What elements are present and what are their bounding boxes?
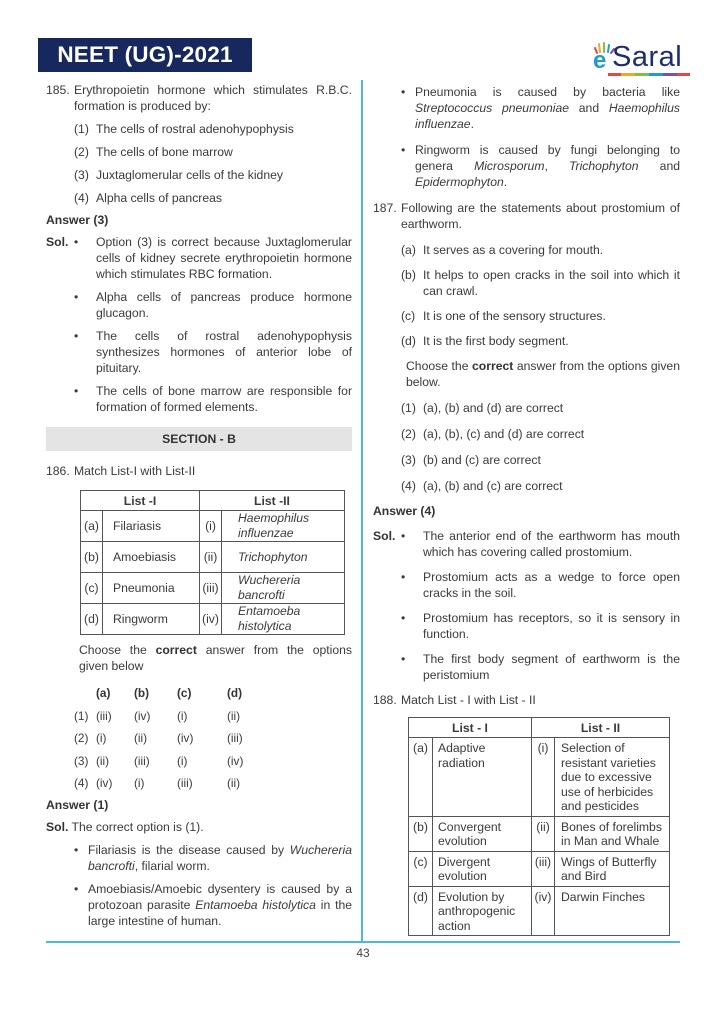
solution-185-bullet: • The cells of bone marrow are responsible for formation of formed elements. <box>74 384 352 414</box>
question-text: Erythropoietin hormone which stimulates R.B.C. formation is produced by: <box>74 83 352 113</box>
solution-186-bullet: • Filariasis is the disease caused by Wuchereria bancrofti, filarial worm. <box>74 842 352 873</box>
question-188 <box>373 692 680 708</box>
option-row: (1) (iii) (iv) (i) (ii) <box>74 708 241 723</box>
sol-label: Sol. <box>46 819 69 834</box>
question-number: 188. <box>373 693 397 707</box>
solution-187-bullet: • Prostomium has receptors, so it is sensory in function. <box>401 611 680 641</box>
option-2: (2) (a), (b), (c) and (d) are correct <box>401 427 585 441</box>
option-3: (3) (b) and (c) are correct <box>401 453 541 467</box>
question-number: 186. <box>46 464 70 478</box>
solution-187-bullet: Sol. • The anterior end of the earthworm has mouth which has covering called prostomium. <box>373 529 680 559</box>
solution-186-bullet: • Ringworm is caused by fungi belonging to genera Microsporum, Trichophyton and Epidermophyton. <box>401 143 680 189</box>
bullet-icon: • <box>401 652 406 666</box>
exam-title-banner: NEET (UG)-2021 <box>38 38 252 72</box>
match-table-186 <box>80 490 345 635</box>
right-column <box>373 82 680 936</box>
statement-c: (c) It is one of the sensory structures. <box>401 309 606 323</box>
question-text: Match List - I with List - II <box>401 693 536 707</box>
question-text: Match List-I with List-II <box>74 464 196 478</box>
option-4: (4) Alpha cells of pancreas <box>74 191 223 205</box>
logo-underline <box>608 73 690 76</box>
option-1: (1) The cells of rostral adenohypophysis <box>74 122 294 136</box>
option-row: (4) (iv) (i) (iii) (ii) <box>74 776 241 790</box>
table-row: (a) Filariasis (i) Haemophilus influenzae <box>81 511 345 542</box>
solution-185-bullet: • Alpha cells of pancreas produce hormone glucagon. <box>74 290 352 320</box>
list-2-header: List -II <box>200 491 345 511</box>
bullet-icon: • <box>401 529 406 543</box>
option-row: (3) (ii) (iii) (i) (iv) <box>74 753 244 768</box>
logo-e: e <box>593 47 607 74</box>
option-4: (4) (a), (b) and (c) are correct <box>401 479 563 493</box>
bullet-icon: • <box>74 842 79 857</box>
option-3: (3) Juxtaglomerular cells of the kidney <box>74 168 283 182</box>
bullet-icon: • <box>401 143 406 157</box>
choose-instruction: Choose the correct answer from the options given below <box>79 643 352 673</box>
bullet-icon: • <box>401 611 406 625</box>
options-header-row: (a) (b) (c) (d) <box>96 686 243 700</box>
solution-185-bullet: Sol. • Option (3) is correct because Juxtaglomerular cells of kidney secrete erythropoietin hormone which stimulates RBC formation. <box>46 235 352 281</box>
solution-185-bullet: • The cells of rostral adenohypophysis synthesizes hormones of anterior lobe of pituitary. <box>74 329 352 375</box>
bullet-icon: • <box>401 85 406 99</box>
bullet-icon: • <box>74 290 79 304</box>
sol-label: Sol. <box>46 235 69 249</box>
statement-b: (b) It helps to open cracks in the soil into which it can crawl. <box>401 268 680 298</box>
table-row: (a) Adaptive radiation (i) Selection of resistant varieties due to excessive use of herbicides and pesticides <box>409 738 670 817</box>
match-options-186 <box>74 682 352 795</box>
column-divider <box>361 80 363 942</box>
bullet-icon: • <box>74 881 79 896</box>
bullet-icon: • <box>401 570 406 584</box>
footer-divider <box>46 941 680 943</box>
solution-187-bullet: • The first body segment of earthworm is the peristomium <box>401 652 680 682</box>
choose-instruction: Choose the correct answer from the options given below. <box>406 359 680 389</box>
page-number: 43 <box>356 946 370 960</box>
answer-187: Answer (4) <box>373 504 436 518</box>
option-1: (1) (a), (b) and (d) are correct <box>401 401 564 415</box>
solution-186-bullet: • Pneumonia is caused by bacteria like Streptococcus pneumoniae and Haemophilus influenzae. <box>401 85 680 131</box>
list-2-header: List - II <box>532 718 670 738</box>
option-2: (2) The cells of bone marrow <box>74 145 233 159</box>
table-row: (d) Evolution by anthropogenic action (iv) Darwin Finches <box>409 886 670 936</box>
option-row: (2) (i) (ii) (iv) (iii) <box>74 731 243 745</box>
match-table-188 <box>408 717 670 936</box>
question-number: 185. <box>46 83 70 97</box>
table-row: (b) Convergent evolution (ii) Bones of forelimbs in Man and Whale <box>409 816 670 851</box>
bullet-icon: • <box>74 235 79 249</box>
answer-185: Answer (3) <box>46 213 109 227</box>
question-185 <box>46 82 352 114</box>
section-b-header: SECTION - B <box>46 427 352 451</box>
list-1-header: List - I <box>409 718 532 738</box>
question-187 <box>373 200 680 232</box>
statement-d: (d) It is the first body segment. <box>401 334 569 348</box>
table-row: (c) Divergent evolution (iii) Wings of Butterfly and Bird <box>409 851 670 886</box>
esaral-logo <box>590 40 694 76</box>
statement-a: (a) It serves as a covering for mouth. <box>401 243 604 257</box>
question-186 <box>46 463 352 479</box>
left-column <box>46 82 352 929</box>
bullet-icon: • <box>74 384 79 398</box>
answer-186: Answer (1) <box>46 797 109 812</box>
table-row: (b) Amoebiasis (ii) Trichophyton <box>81 542 345 573</box>
solution-186-bullet: • Amoebiasis/Amoebic dysentery is caused by a protozoan parasite Entamoeba histolytica in the large intestine of human. <box>74 881 353 928</box>
table-row: (c) Pneumonia (iii) Wuchereria bancrofti <box>81 573 345 604</box>
solution-186-intro: Sol. The correct option is (1). <box>46 819 204 834</box>
table-row: (d) Ringworm (iv) Entamoeba histolytica <box>81 604 345 635</box>
question-number: 187. <box>373 201 397 215</box>
list-1-header: List -I <box>81 491 200 511</box>
bullet-icon: • <box>74 329 79 343</box>
sol-label: Sol. <box>373 529 396 543</box>
solution-187-bullet: • Prostomium acts as a wedge to force open cracks in the soil. <box>401 570 680 600</box>
logo-wordmark: Saral <box>612 41 683 73</box>
question-text: Following are the statements about prostomium of earthworm. <box>401 201 680 231</box>
